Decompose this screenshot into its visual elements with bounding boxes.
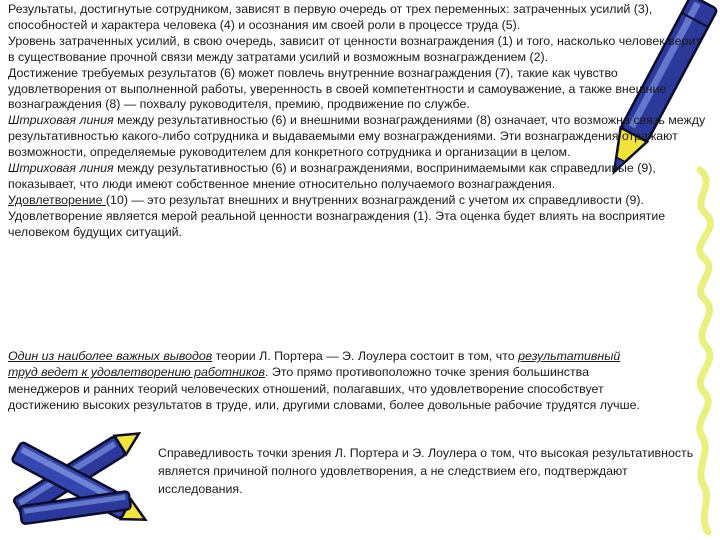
paragraph-results: Результаты, достигнутые сотрудником, зависят в первую очередь от трех переменных: затраченных усилий (3), способностей и характера человека (4) и осознания им своей роли в процессе труда (5). [8,2,653,32]
conclusion-mid: теории Л. Портера — Э. Лоулера состоит в том, что [212,349,519,363]
closing-paragraph: Справедливость точки зрения Л. Портера и Э. Лоулера о том, что высокая результативность является причиной полного удовлетворения, а не следствием его, подтверждают исследования. [158,446,694,496]
dashed-line-fair-text: между результативностью (6) и вознаграждениями, воспринимаемыми как справедливые (9), показывает, что люди имеют собственное мнение относительно получаемого вознаграждения. [8,161,656,191]
main-text-block [8,2,710,241]
satisfaction-text: (10) — это результат внешних и внутренних вознаграждений с учетом их справедливости (9). Удовлетворение является мерой реальной ценности вознаграждения (1). Эта оценка будет влиять на восприятие человеком будущих ситуаций. [8,192,666,239]
closing-block [158,444,698,498]
dashed-line-term: Штриховая линия [8,113,114,128]
paragraph-dashed-line-external [8,113,710,161]
satisfaction-term: Удовлетворение [8,192,106,207]
dashed-line-term: Штриховая линия [8,161,114,176]
pens-bundle-icon [0,410,160,540]
paragraph-effort: Уровень затраченных усилий, в свою очередь, зависит от ценности вознаграждения (1) и того, насколько человек верит в существование прочной связи между затратами усилий и возможным вознаграждением (2). [8,33,701,64]
paragraph-satisfaction [8,193,710,241]
paragraph-dashed-line-fair [8,161,710,193]
conclusion-emphasis: результативный труд ведет к удовлетворению работников [8,349,621,380]
paragraph-rewards: Достижение требуемых результатов (6) может повлечь внутренние вознаграждения (7), такие как чувство удовлетворения от выполненной работы, уверенность в своей компетентности и самоуважение, а также внешние вознаграждения (8) — похвалу руководителя, премию, продвижение по службе. [8,65,667,112]
conclusion-rest: . Это прямо противоположно точке зрения большинства менеджеров и ранних теорий человеческих отношений, полагавших, что удовлетворение способствует достижению высоких результатов в труде, или, другими словами, более довольные рабочие трудятся лучше. [8,365,640,413]
conclusion-lead: Один из наиболее важных выводов [8,349,213,363]
conclusion-block [8,348,648,414]
conclusion-paragraph [8,348,648,414]
dashed-line-external-text: между результативностью (6) и внешними вознаграждениями (8) означает, что возможна связь между результативностью какого-либо сотрудника и выдаваемыми ему вознаграждениями. Эти вознаграждения отражают возможности, определяемые руководителем для конкретного сотрудника и организации в целом. [8,113,706,160]
